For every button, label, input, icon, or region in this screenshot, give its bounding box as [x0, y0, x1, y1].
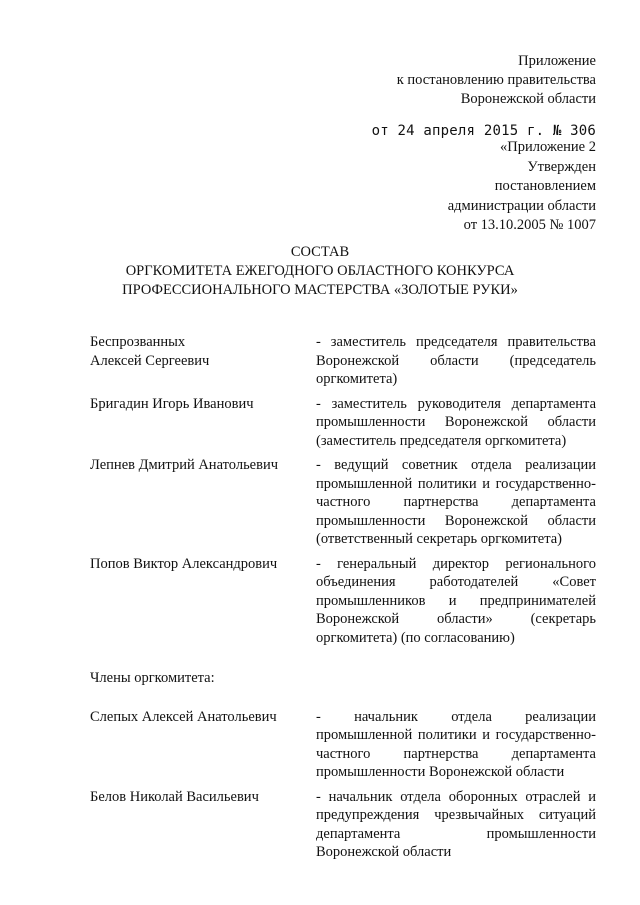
member-row — [90, 333, 596, 389]
committee-list — [90, 333, 596, 864]
member-role: - заместитель председателя правительства Воронежской области (председатель оргкомитета) — [316, 334, 596, 387]
member-name: Белов Николай Васильевич — [90, 788, 259, 805]
title-line-3: ПРОФЕССИОНАЛЬНОГО МАСТЕРСТВА «ЗОЛОТЫЕ РУКИ» — [122, 282, 518, 298]
member-role: - начальник отдела реализации промышленной политики и государственно-частного партнерства департамента промышленности Воронежской области — [316, 708, 596, 780]
annex2-line-5: от 13.10.2005 № 1007 — [463, 217, 596, 233]
member-given-names: Алексей Сергеевич — [90, 352, 210, 369]
annex2-header — [448, 138, 596, 236]
decree-date-stamp: от 24 апреля 2015 г. № 306 — [371, 123, 596, 139]
member-row — [90, 395, 596, 451]
annex-line-1: Приложение — [518, 53, 596, 69]
member-row — [90, 708, 596, 782]
member-role: - начальник отдела оборонных отраслей и предупреждения чрезвычайных ситуаций департамента промышленности Воронежской области — [316, 788, 596, 860]
title-line-2: ОРГКОМИТЕТА ЕЖЕГОДНОГО ОБЛАСТНОГО КОНКУРСА — [125, 263, 515, 279]
annex2-line-3: постановлением — [494, 178, 596, 194]
member-surname: Беспрозванных — [90, 334, 186, 350]
annex-line-2: к постановлению правительства — [396, 72, 596, 88]
member-row — [90, 456, 596, 549]
member-role: - ведущий советник отдела реализации промышленной политики и государственно-частного партнерства департамента промышленности Воронежской области (ответственный секретарь оргкомитета) — [316, 457, 596, 547]
member-name: Слепых Алексей Анатольевич — [90, 708, 277, 725]
member-role: - генеральный директор регионального объединения работодателей «Совет промышленников и предпринимателей Воронежской области» (секретарь оргкомитета) (по согласованию) — [316, 555, 596, 646]
member-row — [90, 555, 596, 648]
member-name — [90, 333, 316, 389]
document-title — [0, 243, 640, 300]
annex-header — [372, 52, 596, 141]
annex2-line-1: «Приложение 2 — [500, 139, 596, 155]
member-name: Попов Виктор Александрович — [90, 555, 278, 572]
member-name: Бригадин Игорь Иванович — [90, 395, 254, 412]
member-row — [90, 788, 596, 862]
member-name: Лепнев Дмитрий Анатольевич — [90, 457, 279, 473]
member-role: - заместитель руководителя департамента промышленности Воронежской области (заместитель председателя оргкомитета) — [316, 395, 596, 449]
title-line-1: СОСТАВ — [290, 244, 350, 260]
members-section-label: Члены оргкомитета: — [90, 670, 215, 686]
annex2-line-4: администрации области — [447, 197, 596, 214]
annex2-line-2: Утвержден — [527, 158, 596, 175]
annex-line-3: Воронежской области — [460, 91, 596, 107]
